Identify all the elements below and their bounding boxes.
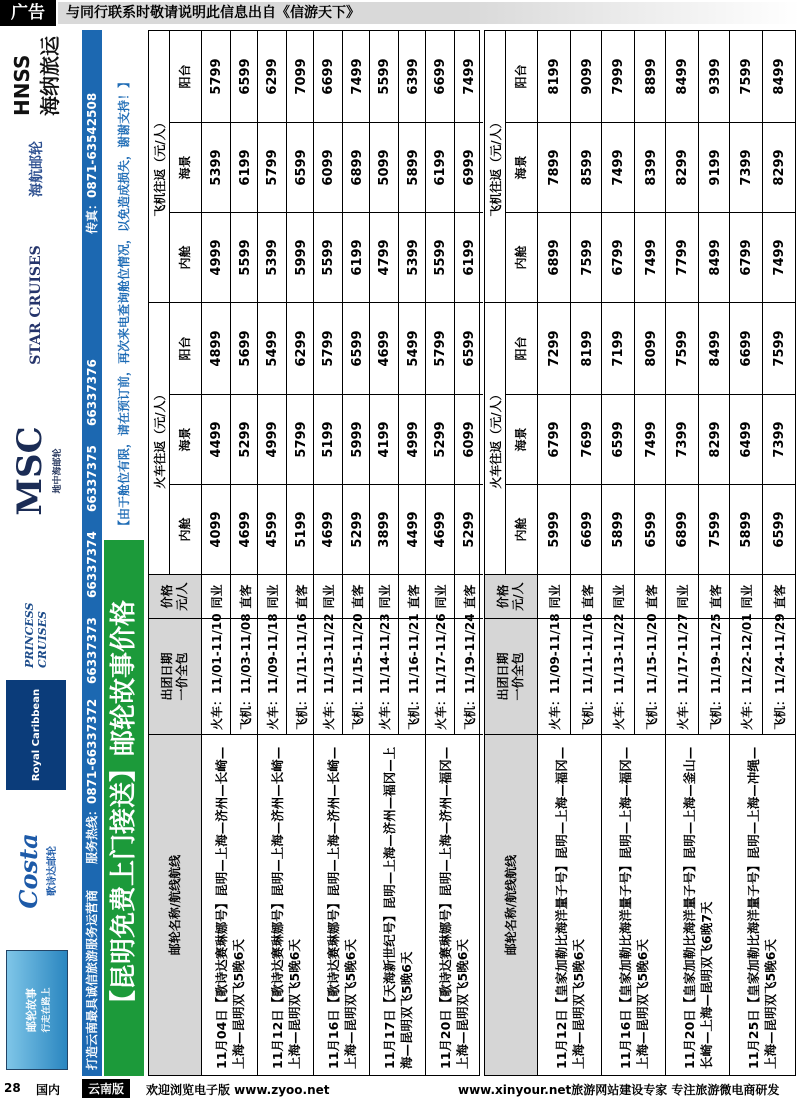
train-balcony-price: 4899 (202, 303, 230, 395)
route-cell: 11月04日【歌诗达赛琳娜号】昆明—上海—济州—长崎—上海—昆明双飞5晚6天 (213, 746, 246, 1069)
route-cell: 11月16日【皇家加勒比海洋量子号】昆明—上海—福冈—上海—昆明双飞5晚6天 (617, 746, 650, 1069)
ad-banner (0, 0, 800, 26)
date-cell: 火车：11/09-11/18 (258, 619, 286, 735)
sailing-block (313, 31, 369, 1075)
star-cruises-logo: STAR CRUISES (28, 245, 44, 365)
train-inner-price: 5899 (602, 485, 634, 575)
table-header (149, 31, 201, 1075)
cruise-story-subcaption: 行走在路上 (41, 987, 52, 1033)
sailing-block (425, 31, 481, 1075)
customer-type-cell: 同业 (602, 575, 634, 619)
logo-strip (0, 30, 80, 1076)
train-sea-price: 4999 (258, 395, 286, 485)
route-cell: 11月20日【歌诗达赛琳娜号】昆明—上海—济州—福冈—上海—昆明双飞5晚6天 (437, 746, 470, 1069)
train-inner-price: 5899 (730, 485, 762, 575)
phone-3: 66337375 (85, 445, 99, 512)
table-row (570, 31, 603, 735)
train-inner-price: 5199 (287, 485, 315, 575)
date-cell: 火车：11/22-12/01 (730, 619, 762, 735)
plane-inner-price: 6199 (343, 213, 371, 303)
plane-sea-price: 7399 (730, 123, 762, 213)
plane-inner-price: 7599 (571, 213, 603, 303)
train-balcony-price: 5499 (258, 303, 286, 395)
customer-type-cell: 直客 (343, 575, 371, 619)
train-inner-price: 5299 (455, 485, 483, 575)
sailing-block (537, 31, 601, 1075)
table-row (286, 31, 315, 735)
date-cell: 飞机：11/11-11/16 (287, 619, 315, 735)
train-sea-price: 5299 (426, 395, 454, 485)
sailing-block (201, 31, 257, 1075)
date-header (149, 619, 201, 735)
table-row (730, 31, 762, 735)
customer-type-cell: 同业 (666, 575, 698, 619)
plane-inner-price: 5399 (258, 213, 286, 303)
plane-sea-price: 8299 (666, 123, 698, 213)
train-balcony-header: 阳台 (169, 303, 201, 395)
plane-inner-price: 5599 (426, 213, 454, 303)
plane-sea-price: 6599 (287, 123, 315, 213)
plane-balcony-price: 8499 (763, 31, 795, 123)
train-sea-price: 7399 (666, 395, 698, 485)
booking-notice: 【由于舱位有限，请在预订前，再次来电查询舱位情况，以免造成损失，谢谢支持！】 (117, 75, 131, 532)
plane-balcony-price: 6599 (231, 31, 259, 123)
plane-inner-price: 5999 (287, 213, 315, 303)
plane-sea-price: 7499 (602, 123, 634, 213)
customer-type-cell: 同业 (538, 575, 570, 619)
plane-balcony-price: 7599 (730, 31, 762, 123)
customer-type-cell: 直客 (571, 575, 603, 619)
plane-inner-header: 内舱 (169, 213, 201, 303)
plane-balcony-price: 8199 (538, 31, 570, 123)
ad-message: 与同行联系时敬请说明此信息出自《信游天下》 (58, 2, 466, 24)
date-cell: 火车：11/01-11/10 (202, 619, 230, 735)
route-header: 邮轮名称/航线航线 (149, 735, 201, 1075)
train-balcony-price: 6299 (287, 303, 315, 395)
rotated-advert (0, 30, 800, 1076)
route-header: 邮轮名称/航线航线 (485, 735, 537, 1075)
plane-sea-price: 5899 (399, 123, 427, 213)
train-sea-price: 6499 (730, 395, 762, 485)
route-cell: 11月12日【皇家加勒比海洋量子号】昆明—上海—福冈—上海—昆明双飞5晚6天 (553, 746, 586, 1069)
plane-inner-price: 4799 (370, 213, 398, 303)
plane-balcony-price: 6399 (399, 31, 427, 123)
plane-balcony-price: 7099 (287, 31, 315, 123)
footer-right-text: www.xinyour.net旅游网站建设专家 专注旅游微电商研发 (458, 1083, 780, 1097)
customer-type-cell: 同业 (258, 575, 286, 619)
route-cell: 11月20日【皇家加勒比海洋量子号】昆明—上海—釜山—长崎—上海—昆明双飞6晚7天 (681, 746, 714, 1069)
train-inner-price: 6599 (763, 485, 795, 575)
train-balcony-price: 6599 (343, 303, 371, 395)
customer-type-cell: 直客 (399, 575, 427, 619)
plane-sea-price: 9199 (699, 123, 731, 213)
train-sea-price: 6799 (538, 395, 570, 485)
table-row (258, 31, 286, 735)
table-row (398, 31, 427, 735)
train-sea-price: 6099 (455, 395, 483, 485)
plane-sea-price: 5399 (202, 123, 230, 213)
table-row (426, 31, 454, 735)
route-cell: 11月25日【皇家加勒比海洋量子号】昆明—上海—冲绳—上海—昆明双飞5晚6天 (745, 746, 778, 1069)
date-header-line2: 一价全包 (175, 652, 189, 701)
date-header (485, 619, 537, 735)
plane-sea-price: 8299 (763, 123, 795, 213)
price-table-costa (148, 30, 480, 1076)
train-sea-price: 5199 (314, 395, 342, 485)
table-row (202, 31, 230, 735)
table-header (485, 31, 537, 1075)
train-balcony-price: 4699 (370, 303, 398, 395)
page-footer (0, 1078, 800, 1100)
train-balcony-price: 7599 (763, 303, 795, 395)
msc-logo-cn: 地中海邮轮 (52, 448, 63, 494)
route-cell: 11月16日【歌诗达赛琳娜号】昆明—上海—济州—长崎—上海—昆明双飞5晚6天 (325, 746, 358, 1069)
ad-banner-fade (466, 2, 800, 24)
plane-inner-price: 7499 (635, 213, 667, 303)
princess-cruises-logo: PRINCESS CRUISES (23, 602, 49, 668)
plane-balcony-price: 6699 (314, 31, 342, 123)
date-header-line1: 出团日期 (496, 652, 510, 701)
plane-group-header: 飞机往返（元/人） (485, 31, 505, 303)
train-sea-header: 海景 (505, 395, 537, 485)
customer-type-cell: 直客 (231, 575, 259, 619)
plane-sea-price: 7899 (538, 123, 570, 213)
train-sea-price: 4999 (399, 395, 427, 485)
sailing-block (257, 31, 313, 1075)
train-balcony-price: 5699 (231, 303, 259, 395)
costa-logo-text: Costa (14, 833, 43, 909)
costa-logo (6, 806, 66, 936)
ad-tag: 广告 (0, 0, 56, 26)
train-balcony-price: 7199 (602, 303, 634, 395)
customer-type-cell: 同业 (426, 575, 454, 619)
edition-badge: 云南版 (82, 1079, 130, 1098)
customer-type-cell: 直客 (635, 575, 667, 619)
price-header (149, 575, 201, 619)
train-inner-price: 6899 (666, 485, 698, 575)
table-row (230, 31, 259, 735)
date-cell: 飞机：11/16-11/21 (399, 619, 427, 735)
price-header (485, 575, 537, 619)
date-cell: 火车：11/13-11/22 (314, 619, 342, 735)
date-cell: 飞机：11/19-11/24 (455, 619, 483, 735)
plane-group-header: 飞机往返（元/人） (149, 31, 169, 303)
train-balcony-price: 5799 (426, 303, 454, 395)
price-table-royal (484, 30, 796, 1076)
table-row (314, 31, 342, 735)
plane-inner-price: 7799 (666, 213, 698, 303)
train-sea-price: 5799 (287, 395, 315, 485)
table-row (342, 31, 371, 735)
price-header-line1: 价格 (496, 584, 510, 609)
train-balcony-price: 5799 (314, 303, 342, 395)
train-balcony-header: 阳台 (505, 303, 537, 395)
train-balcony-price: 7299 (538, 303, 570, 395)
page-title: 【昆明免费上门接送】邮轮故事价格 (104, 540, 144, 1076)
plane-balcony-price: 5599 (370, 31, 398, 123)
plane-sea-header: 海景 (169, 123, 201, 213)
table-row (698, 31, 731, 735)
plane-sea-price: 6199 (426, 123, 454, 213)
sailing-block (601, 31, 665, 1075)
date-cell: 飞机：11/19-11/25 (699, 619, 731, 735)
customer-type-cell: 同业 (314, 575, 342, 619)
date-cell: 火车：11/09-11/18 (538, 619, 570, 735)
msc-logo (6, 396, 66, 546)
header-divider (505, 31, 506, 575)
hna-cruises-logo: 海航邮轮 (29, 141, 45, 197)
table-row (762, 31, 795, 735)
train-sea-price: 7399 (763, 395, 795, 485)
plane-sea-price: 5099 (370, 123, 398, 213)
train-inner-price: 4699 (231, 485, 259, 575)
plane-balcony-header: 阳台 (169, 31, 201, 123)
customer-type-cell: 直客 (455, 575, 483, 619)
section-label: 国内 (36, 1083, 61, 1097)
plane-sea-price: 6999 (455, 123, 483, 213)
train-inner-price: 5999 (538, 485, 570, 575)
train-inner-price: 4599 (258, 485, 286, 575)
sailing-block (665, 31, 729, 1075)
train-group-header: 火车往返（元/人） (485, 303, 505, 575)
date-cell: 飞机：11/03-11/08 (231, 619, 259, 735)
plane-balcony-price: 5799 (202, 31, 230, 123)
slogan-bar (82, 30, 102, 1076)
train-inner-header: 内舱 (169, 485, 201, 575)
plane-inner-price: 6199 (455, 213, 483, 303)
service-hotline: 服务热线：0871-66337372 (85, 698, 99, 864)
plane-inner-price: 6799 (730, 213, 762, 303)
plane-sea-price: 8399 (635, 123, 667, 213)
date-header-line2: 一价全包 (511, 652, 525, 701)
plane-balcony-price: 6299 (258, 31, 286, 123)
customer-type-cell: 直客 (699, 575, 731, 619)
train-sea-price: 6599 (602, 395, 634, 485)
price-header-line1: 价格 (160, 584, 174, 609)
plane-balcony-price: 7499 (343, 31, 371, 123)
hnss-logo: HNSS 海纳旅运 (9, 36, 62, 116)
plane-inner-price: 5399 (399, 213, 427, 303)
customer-type-cell: 同业 (730, 575, 762, 619)
table-row (602, 31, 634, 735)
cruise-story-logo (6, 950, 68, 1070)
plane-inner-price: 4999 (202, 213, 230, 303)
sailing-block (729, 31, 793, 1075)
page-number: 28 (4, 1081, 21, 1095)
plane-inner-price: 8499 (699, 213, 731, 303)
train-inner-price: 4699 (314, 485, 342, 575)
train-balcony-price: 5499 (399, 303, 427, 395)
customer-type-cell: 直客 (763, 575, 795, 619)
train-sea-price: 8299 (699, 395, 731, 485)
customer-type-cell: 同业 (370, 575, 398, 619)
train-sea-price: 4499 (202, 395, 230, 485)
train-inner-price: 3899 (370, 485, 398, 575)
table-row (454, 31, 483, 735)
date-cell: 火车：11/17-11/26 (426, 619, 454, 735)
plane-balcony-price: 7499 (455, 31, 483, 123)
train-balcony-price: 8099 (635, 303, 667, 395)
plane-inner-header: 内舱 (505, 213, 537, 303)
table-row (634, 31, 667, 735)
train-inner-price: 4099 (202, 485, 230, 575)
table-row (538, 31, 570, 735)
plane-balcony-price: 7999 (602, 31, 634, 123)
train-group-header: 火车往返（元/人） (149, 303, 169, 575)
sailing-block (369, 31, 425, 1075)
plane-balcony-price: 8499 (666, 31, 698, 123)
table-row (370, 31, 398, 735)
date-cell: 飞机：11/24-11/29 (763, 619, 795, 735)
date-cell: 火车：11/14-11/23 (370, 619, 398, 735)
customer-type-cell: 直客 (287, 575, 315, 619)
plane-inner-price: 6899 (538, 213, 570, 303)
plane-sea-price: 5799 (258, 123, 286, 213)
plane-sea-price: 6899 (343, 123, 371, 213)
plane-sea-header: 海景 (505, 123, 537, 213)
price-header-line2: 元/人 (175, 582, 189, 611)
train-sea-price: 7499 (635, 395, 667, 485)
train-inner-price: 6699 (571, 485, 603, 575)
plane-balcony-price: 8899 (635, 31, 667, 123)
plane-inner-price: 6799 (602, 213, 634, 303)
header-divider (169, 31, 170, 575)
costa-logo-cn: 歌诗达邮轮 (47, 846, 58, 896)
date-cell: 飞机：11/11-11/16 (571, 619, 603, 735)
plane-balcony-price: 6699 (426, 31, 454, 123)
route-cell: 11月17日【天海新世纪号】昆明—上海—济州—福冈—上海—昆明双飞5晚6天 (381, 746, 414, 1069)
plane-balcony-price: 9399 (699, 31, 731, 123)
customer-type-cell: 同业 (202, 575, 230, 619)
date-cell: 飞机：11/15-11/20 (635, 619, 667, 735)
cruise-story-caption: 邮轮故事 (24, 988, 38, 1032)
plane-inner-price: 5599 (314, 213, 342, 303)
headline (104, 30, 144, 1076)
train-balcony-price: 8499 (699, 303, 731, 395)
train-balcony-price: 7599 (666, 303, 698, 395)
train-inner-price: 6599 (635, 485, 667, 575)
company-slogan: 打造云南最具诚信旅游服务运营商 (85, 889, 99, 1070)
train-inner-header: 内舱 (505, 485, 537, 575)
plane-sea-price: 8599 (571, 123, 603, 213)
royal-caribbean-logo: Royal Caribbean (6, 680, 66, 790)
train-inner-price: 7599 (699, 485, 731, 575)
train-balcony-price: 6599 (455, 303, 483, 395)
date-cell: 火车：11/17-11/27 (666, 619, 698, 735)
phone-2: 66337374 (85, 531, 99, 598)
route-cell: 11月12日【歌诗达赛琳娜号】昆明—上海—济州—长崎—上海—昆明双飞5晚6天 (269, 746, 302, 1069)
footer-left-text: 欢迎浏览电子版 www.zyoo.net (146, 1083, 330, 1097)
plane-sea-price: 6099 (314, 123, 342, 213)
phone-4: 66337376 (85, 359, 99, 426)
train-sea-price: 5999 (343, 395, 371, 485)
train-balcony-price: 8199 (571, 303, 603, 395)
table-row (666, 31, 698, 735)
date-cell: 火车：11/13-11/22 (602, 619, 634, 735)
plane-inner-price: 5599 (231, 213, 259, 303)
fax-number: 传真：0871-63542508 (85, 92, 99, 234)
plane-balcony-price: 9099 (571, 31, 603, 123)
train-sea-price: 7699 (571, 395, 603, 485)
date-cell: 飞机：11/15-11/20 (343, 619, 371, 735)
plane-sea-price: 6199 (231, 123, 259, 213)
train-inner-price: 5299 (343, 485, 371, 575)
train-sea-price: 4199 (370, 395, 398, 485)
date-header-line1: 出团日期 (160, 652, 174, 701)
train-sea-price: 5299 (231, 395, 259, 485)
plane-inner-price: 7499 (763, 213, 795, 303)
train-inner-price: 4499 (399, 485, 427, 575)
phone-1: 66337373 (85, 617, 99, 684)
price-header-line2: 元/人 (511, 582, 525, 611)
train-sea-header: 海景 (169, 395, 201, 485)
train-balcony-price: 6699 (730, 303, 762, 395)
msc-logo-text: MSC (9, 426, 50, 516)
train-inner-price: 4699 (426, 485, 454, 575)
plane-balcony-header: 阳台 (505, 31, 537, 123)
